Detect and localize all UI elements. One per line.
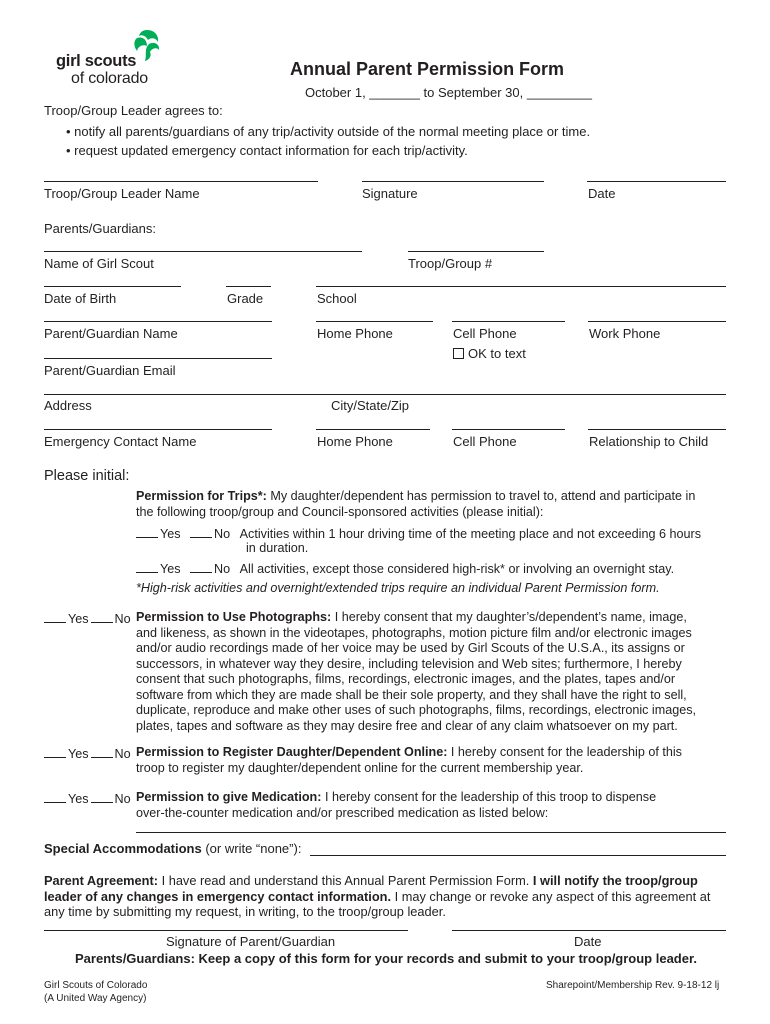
medication-no-initial[interactable] xyxy=(91,790,113,803)
leader-date-line[interactable] xyxy=(587,181,726,182)
trips-opt2-yes-initial[interactable] xyxy=(136,560,158,573)
logo-line-2: of colorado xyxy=(71,70,148,87)
emergency-name-line[interactable] xyxy=(44,429,272,430)
cell-phone-label: Cell Phone xyxy=(453,326,517,341)
troop-label: Troop/Group # xyxy=(408,256,493,271)
medication-initials: Yes No xyxy=(44,790,131,808)
special-accommodations-label: Special Accommodations (or write “none”): xyxy=(44,841,302,856)
school-line[interactable] xyxy=(316,286,726,287)
leader-date-label: Date xyxy=(588,186,616,201)
parent-date-label: Date xyxy=(574,934,602,949)
emergency-name-label: Emergency Contact Name xyxy=(44,434,197,449)
ok-to-text-label: OK to text xyxy=(468,346,526,361)
photos-initials: Yes No xyxy=(44,610,131,628)
cell-phone-line[interactable] xyxy=(452,321,565,322)
parent-name-label: Parent/Guardian Name xyxy=(44,326,178,341)
parent-name-line[interactable] xyxy=(44,321,272,322)
trips-title: Permission for Trips*: xyxy=(136,489,267,503)
keep-copy-notice: Parents/Guardians: Keep a copy of this form for your records and submit to your troop/group leader. xyxy=(75,951,697,966)
trips-option-1: Yes No Activities within 1 hour driving time of the meeting place and not exceeding 6 hours xyxy=(136,525,701,543)
emergency-cell-label: Cell Phone xyxy=(453,434,517,449)
trips-option-1-cont: in duration. xyxy=(246,541,309,555)
special-accommodations-line[interactable] xyxy=(310,855,726,856)
photos-title: Permission to Use Photographs: xyxy=(136,610,332,624)
email-line[interactable] xyxy=(44,358,272,359)
parents-heading: Parents/Guardians: xyxy=(44,221,157,236)
logo xyxy=(55,28,165,88)
medication-yes-initial[interactable] xyxy=(44,790,66,803)
home-phone-label: Home Phone xyxy=(317,326,393,341)
ok-to-text-checkbox[interactable] xyxy=(453,348,464,359)
trips-option-2: Yes No All activities, except those considered high-risk* or involving an overnight stay. xyxy=(136,560,674,578)
parent-signature-label: Signature of Parent/Guardian xyxy=(166,934,336,949)
grade-label: Grade xyxy=(227,291,264,306)
register-initials: Yes No xyxy=(44,745,131,763)
medication-list-line[interactable] xyxy=(136,832,726,833)
footer-org-affiliation: (A United Way Agency) xyxy=(44,993,147,1004)
relationship-label: Relationship to Child xyxy=(589,434,709,449)
photos-yes-initial[interactable] xyxy=(44,610,66,623)
medication-title: Permission to give Medication: xyxy=(136,790,322,804)
emergency-home-label: Home Phone xyxy=(317,434,393,449)
register-yes-initial[interactable] xyxy=(44,745,66,758)
register-paragraph: Permission to Register Daughter/Dependent Online: I hereby consent for the leadership of this troop to register my daughter/dependent online for the current membership year. xyxy=(136,745,682,775)
troop-line[interactable] xyxy=(408,251,544,252)
footer-org-name: Girl Scouts of Colorado xyxy=(44,980,148,991)
photos-no-initial[interactable] xyxy=(91,610,113,623)
leader-signature-label: Signature xyxy=(362,186,418,201)
ok-to-text-option xyxy=(453,346,526,361)
girl-name-line[interactable] xyxy=(44,251,362,252)
work-phone-label: Work Phone xyxy=(589,326,661,341)
email-label: Parent/Guardian Email xyxy=(44,363,176,378)
please-initial-heading: Please initial: xyxy=(44,468,130,484)
register-no-initial[interactable] xyxy=(91,745,113,758)
relationship-line[interactable] xyxy=(588,429,726,430)
agreement-paragraph: Parent Agreement: I have read and understand this Annual Parent Permission Form. I will notify the troop/group leader of any changes in emergency contact information. I may change or revoke any aspect of this agreement at any time by submitting my request, in writing, to the troop/group leader. xyxy=(44,873,711,919)
page-title: Annual Parent Permission Form xyxy=(290,59,565,79)
address-line[interactable] xyxy=(44,394,726,395)
agreement-title: Parent Agreement: xyxy=(44,873,159,888)
leader-bullet: • request updated emergency contact information for each trip/activity. xyxy=(66,143,468,158)
home-phone-line[interactable] xyxy=(316,321,433,322)
leader-signature-line[interactable] xyxy=(362,181,544,182)
register-title: Permission to Register Daughter/Dependent Online: xyxy=(136,745,448,759)
school-label: School xyxy=(317,291,357,306)
leader-name-label: Troop/Group Leader Name xyxy=(44,186,200,201)
girl-name-label: Name of Girl Scout xyxy=(44,256,154,271)
parent-signature-line[interactable] xyxy=(44,930,408,931)
emergency-home-line[interactable] xyxy=(316,429,430,430)
logo-line-1: girl scouts xyxy=(56,52,137,70)
footer-revision: Sharepoint/Membership Rev. 9-18-12 lj xyxy=(546,980,720,991)
trips-paragraph: Permission for Trips*: My daughter/dependent has permission to travel to, attend and participate in the following troop/group and Council-sponsored activities (please initial): xyxy=(136,489,696,519)
dob-label: Date of Birth xyxy=(44,291,117,306)
leader-bullet: • notify all parents/guardians of any trip/activity outside of the normal meeting place or time. xyxy=(66,124,591,139)
dob-line[interactable] xyxy=(44,286,181,287)
address-label: Address xyxy=(44,398,92,413)
trips-opt2-no-initial[interactable] xyxy=(190,560,212,573)
emergency-cell-line[interactable] xyxy=(452,429,565,430)
form-period: October 1, _______ to September 30, _________ xyxy=(305,85,592,100)
work-phone-line[interactable] xyxy=(588,321,726,322)
trips-opt1-no-initial[interactable] xyxy=(190,525,212,538)
photos-paragraph: Permission to Use Photographs: I hereby consent that my daughter’s/dependent’s name, image, and likeness, as shown in the videotapes, photographs, motion picture film and/or electronic images and/or audio recordings made of her voice may be used by Girl Scouts of the U.S.A., its assigns or successors, in whatever way they desire, including television and Web sites; furthermore, I hereby consent that such photographs, films, recordings, electronic images, and the plates, tapes and/or software from which they are made shall be their sole property, and they shall have the right to sell, duplicate, reproduce and make other uses of such photographs, films, recordings, electronic images, plates, tapes and software as they may desire free and clear of any claim whatsoever on my part. xyxy=(136,610,697,733)
city-label: City/State/Zip xyxy=(331,398,410,413)
medication-paragraph: Permission to give Medication: I hereby consent for the leadership of this troop to dispense over-the-counter medication and/or prescribed medication as listed below: xyxy=(136,790,657,820)
grade-line[interactable] xyxy=(226,286,271,287)
trips-opt1-yes-initial[interactable] xyxy=(136,525,158,538)
parent-date-line[interactable] xyxy=(452,930,726,931)
leader-name-line[interactable] xyxy=(44,181,318,182)
leader-agrees-heading: Troop/Group Leader agrees to: xyxy=(44,103,223,118)
trips-note: *High-risk activities and overnight/extended trips require an individual Parent Permission form. xyxy=(136,581,660,595)
